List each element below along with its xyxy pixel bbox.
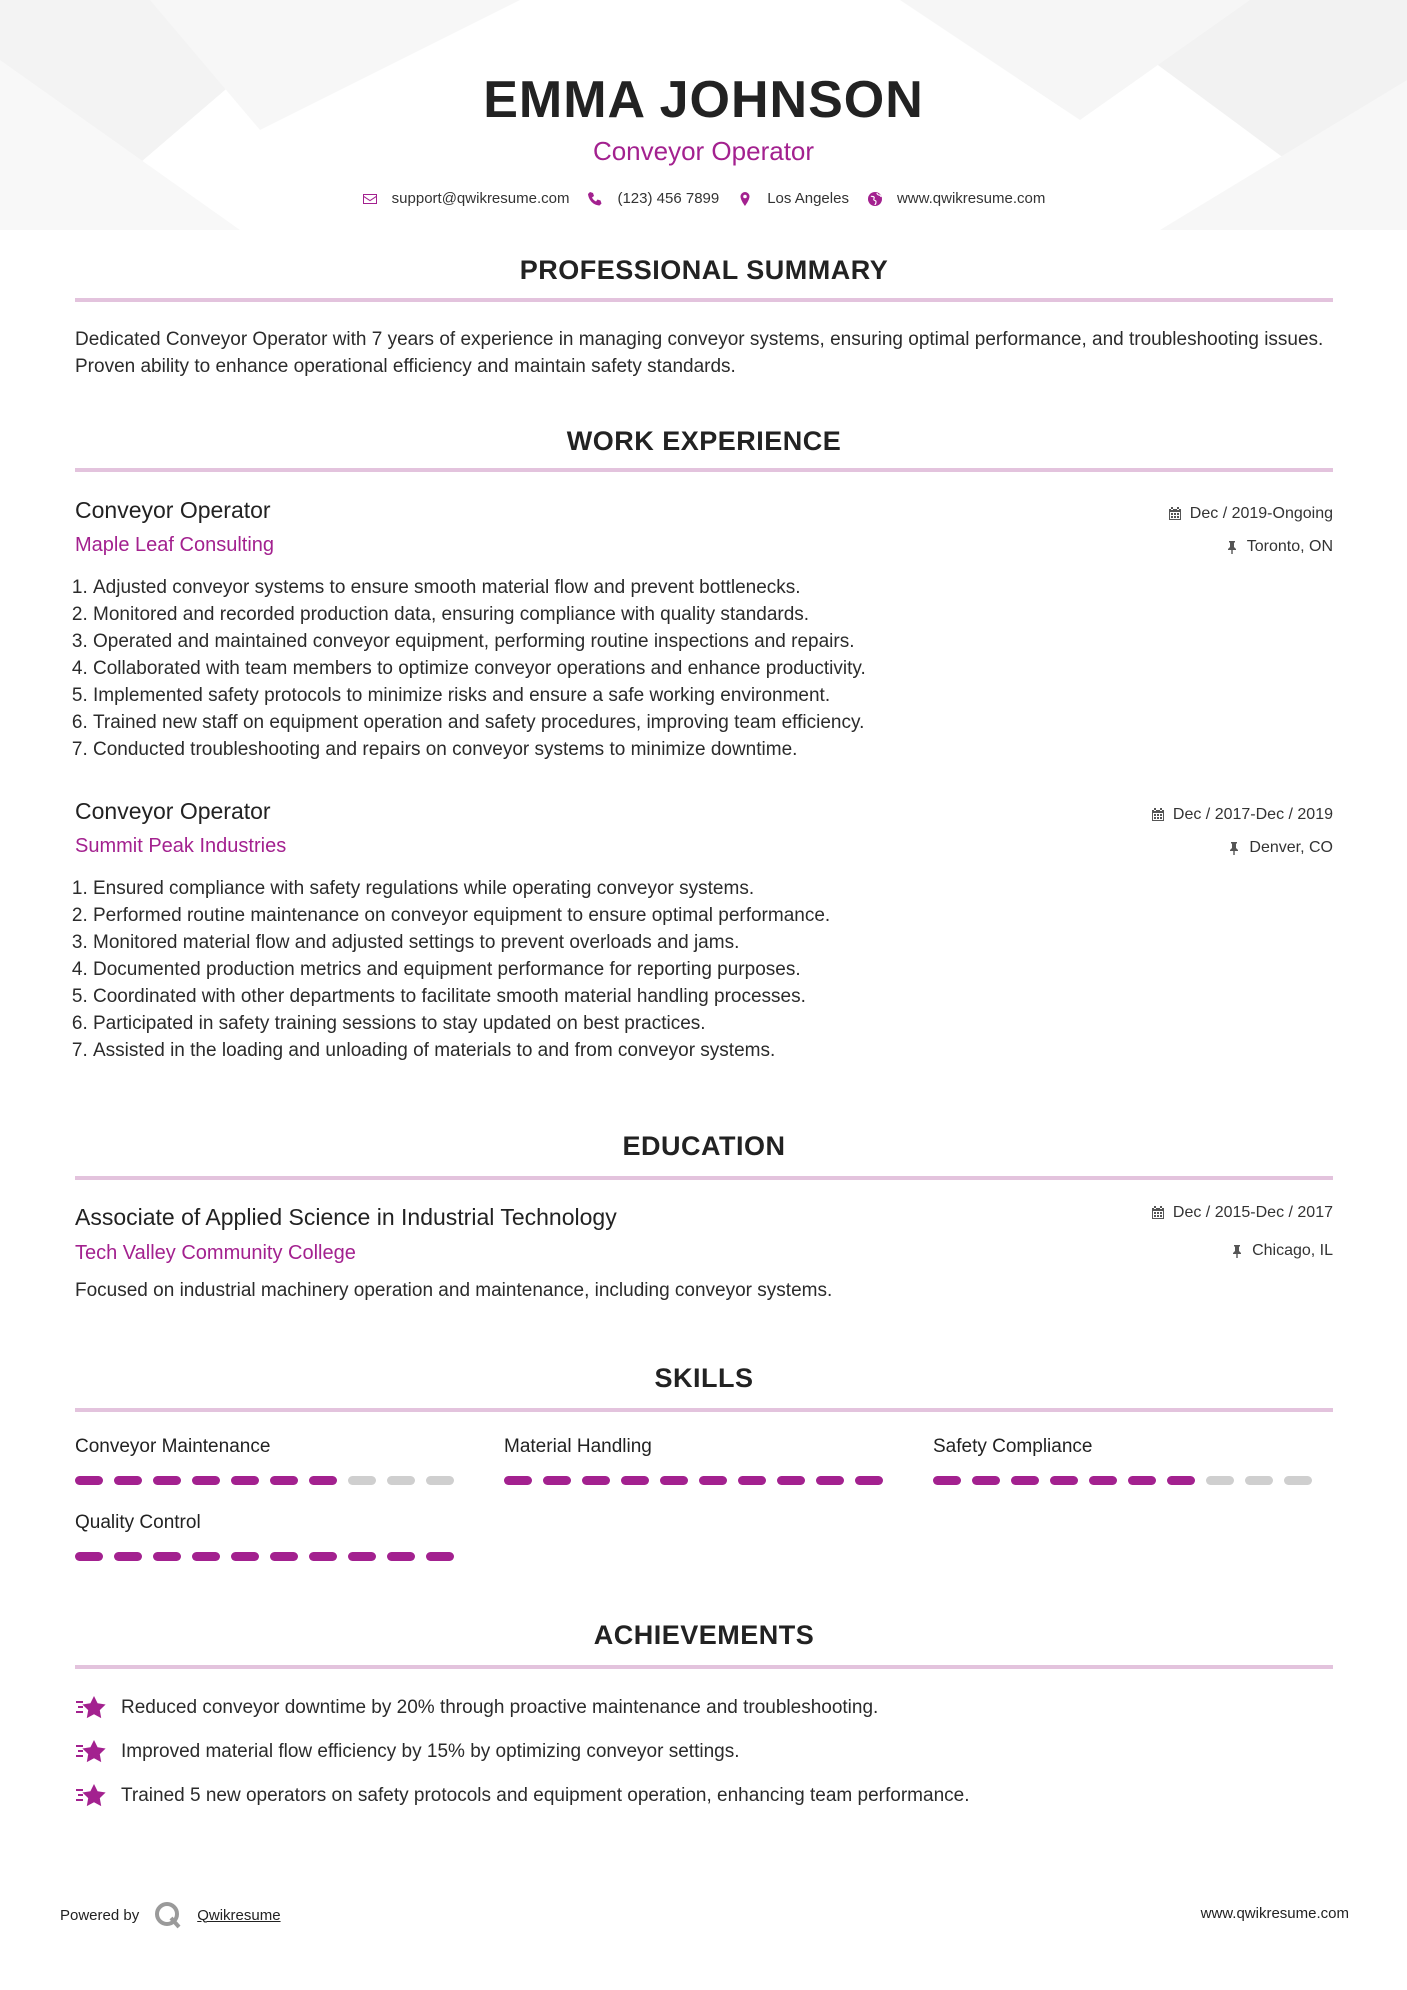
skill-name: Material Handling	[504, 1436, 652, 1457]
skill-level-dot	[699, 1476, 727, 1485]
job-2-location	[1227, 839, 1333, 857]
skill-level-dot	[582, 1476, 610, 1485]
job-1-bullets	[75, 574, 1351, 763]
contact-location	[737, 190, 849, 207]
skill-level-dot	[1284, 1476, 1312, 1485]
achievements-rule	[75, 1665, 1333, 1669]
list-item: 3. Monitored material flow and adjusted settings to prevent overloads and jams.	[93, 929, 1351, 956]
list-item: 5. Coordinated with other departments to facilitate smooth material handling processes.	[93, 983, 1351, 1010]
footer-website-link[interactable]: www.qwikresume.com	[1200, 1905, 1349, 1922]
job-2-company: Summit Peak Industries	[75, 835, 287, 857]
skill-level-dot	[660, 1476, 688, 1485]
education-location-text: Chicago, IL	[1252, 1242, 1333, 1259]
list-item: 1. Ensured compliance with safety regulations while operating conveyor systems.	[93, 875, 1351, 902]
achievement-text: Reduced conveyor downtime by 20% through proactive maintenance and troubleshooting.	[121, 1697, 879, 1718]
location-text: Los Angeles	[767, 190, 849, 207]
contact-website[interactable]	[867, 190, 1045, 207]
skill-level-dot	[738, 1476, 766, 1485]
education-heading: EDUCATION	[622, 1131, 786, 1161]
powered-by-label: Powered by	[60, 1906, 140, 1924]
skill-level-dot	[309, 1552, 337, 1561]
skill-level-dot	[114, 1552, 142, 1561]
education-degree: Associate of Applied Science in Industrial Technology	[75, 1204, 617, 1230]
skill-level-dot	[1089, 1476, 1117, 1485]
skill-name: Conveyor Maintenance	[75, 1436, 271, 1457]
globe-icon	[867, 191, 883, 207]
achievement-item	[75, 1694, 1333, 1722]
skill-level-dot	[1206, 1476, 1234, 1485]
skill-level-dot	[426, 1552, 454, 1561]
email-text: support@qwikresume.com	[391, 190, 570, 207]
footer-powered-by	[60, 1900, 281, 1930]
skill-name: Safety Compliance	[933, 1436, 1093, 1457]
star-icon	[75, 1694, 107, 1722]
job-2-location-text: Denver, CO	[1249, 839, 1333, 856]
job-1-location-text: Toronto, ON	[1246, 538, 1333, 555]
qwikresume-brand-link[interactable]: Qwikresume	[197, 1906, 281, 1924]
skill-level-dot	[192, 1476, 220, 1485]
summary-rule	[75, 298, 1333, 302]
star-icon	[75, 1738, 107, 1766]
skill-level-meter	[933, 1476, 1313, 1485]
job-1-dates-text: Dec / 2019-Ongoing	[1189, 505, 1333, 522]
contact-email[interactable]	[362, 190, 570, 207]
education-rule	[75, 1176, 1333, 1180]
job-1-company: Maple Leaf Consulting	[75, 534, 275, 556]
skill-conveyor-maintenance	[75, 1436, 455, 1485]
skill-level-dot	[387, 1552, 415, 1561]
phone-text: (123) 456 7899	[617, 190, 720, 207]
skill-level-dot	[855, 1476, 883, 1485]
envelope-icon	[362, 191, 378, 207]
website-text: www.qwikresume.com	[896, 190, 1046, 207]
skill-level-meter	[75, 1476, 455, 1485]
skill-level-dot	[426, 1476, 454, 1485]
job-2-dates	[1151, 806, 1333, 824]
achievement-item	[75, 1782, 1333, 1810]
contact-phone[interactable]	[587, 190, 719, 207]
pushpin-icon	[1227, 841, 1241, 855]
skill-level-dot	[777, 1476, 805, 1485]
skill-level-dot	[309, 1476, 337, 1485]
job-1-dates	[1168, 505, 1333, 523]
list-item: 4. Collaborated with team members to optimize conveyor operations and enhance productivity.	[93, 655, 1351, 682]
pushpin-icon	[1230, 1244, 1244, 1258]
skill-level-dot	[1128, 1476, 1156, 1485]
calendar-icon	[1151, 808, 1165, 822]
education-description: Focused on industrial machinery operation and maintenance, including conveyor systems.	[75, 1280, 833, 1301]
phone-icon	[587, 191, 603, 207]
list-item: 7. Conducted troubleshooting and repairs on conveyor systems to minimize downtime.	[93, 736, 1351, 763]
skill-level-dot	[1245, 1476, 1273, 1485]
list-item: 2. Performed routine maintenance on conveyor equipment to ensure optimal performance.	[93, 902, 1351, 929]
list-item: 4. Documented production metrics and equipment performance for reporting purposes.	[93, 956, 1351, 983]
skills-rule	[75, 1408, 1333, 1412]
summary-heading: PROFESSIONAL SUMMARY	[519, 255, 889, 285]
skill-level-dot	[621, 1476, 649, 1485]
candidate-name: EMMA JOHNSON	[483, 71, 924, 129]
achievement-item	[75, 1738, 1333, 1766]
skill-material-handling	[504, 1436, 884, 1485]
list-item: 2. Monitored and recorded production data, ensuring compliance with quality standards.	[93, 601, 1351, 628]
education-dates	[1151, 1204, 1333, 1222]
achievements-heading: ACHIEVEMENTS	[593, 1620, 815, 1650]
skill-level-meter	[504, 1476, 884, 1485]
skill-level-dot	[816, 1476, 844, 1485]
candidate-title: Conveyor Operator	[592, 136, 815, 166]
skill-level-dot	[153, 1552, 181, 1561]
skill-level-dot	[1050, 1476, 1078, 1485]
education-dates-text: Dec / 2015-Dec / 2017	[1172, 1204, 1333, 1221]
skills-heading: SKILLS	[654, 1363, 754, 1393]
skill-level-dot	[933, 1476, 961, 1485]
list-item: 5. Implemented safety protocols to minimize risks and ensure a safe working environment.	[93, 682, 1351, 709]
skill-level-dot	[75, 1552, 103, 1561]
job-2-dates-text: Dec / 2017-Dec / 2019	[1172, 806, 1333, 823]
skill-name: Quality Control	[75, 1512, 201, 1533]
star-icon	[75, 1782, 107, 1810]
skill-level-dot	[231, 1476, 259, 1485]
experience-heading: WORK EXPERIENCE	[566, 426, 842, 456]
skill-level-dot	[114, 1476, 142, 1485]
skill-level-dot	[1011, 1476, 1039, 1485]
achievement-text: Improved material flow efficiency by 15% by optimizing conveyor settings.	[121, 1741, 740, 1762]
list-item: 7. Assisted in the loading and unloading of materials to and from conveyor systems.	[93, 1037, 1351, 1064]
summary-text: Dedicated Conveyor Operator with 7 years of experience in managing conveyor systems, ensuring optimal performance, and troubleshooting issues. Proven ability to enhance operational efficiency and maintain safety standards.	[75, 329, 1324, 377]
experience-rule	[75, 468, 1333, 472]
skill-safety-compliance	[933, 1436, 1313, 1485]
contact-bar	[0, 190, 1407, 207]
job-2-title: Conveyor Operator	[75, 798, 271, 824]
skill-level-dot	[270, 1476, 298, 1485]
skill-level-dot	[387, 1476, 415, 1485]
job-1-location	[1225, 538, 1333, 556]
map-pin-icon	[737, 191, 753, 207]
skill-level-dot	[1167, 1476, 1195, 1485]
skill-level-dot	[75, 1476, 103, 1485]
skill-level-dot	[192, 1552, 220, 1561]
skill-level-dot	[348, 1476, 376, 1485]
calendar-icon	[1151, 1206, 1165, 1220]
education-location	[1230, 1242, 1333, 1260]
skill-level-dot	[231, 1552, 259, 1561]
skill-level-dot	[153, 1476, 181, 1485]
job-1-title: Conveyor Operator	[75, 497, 271, 523]
list-item: 6. Participated in safety training sessions to stay updated on best practices.	[93, 1010, 1351, 1037]
education-school: Tech Valley Community College	[75, 1242, 356, 1264]
skill-level-dot	[543, 1476, 571, 1485]
job-2-bullets	[75, 875, 1351, 1064]
achievement-text: Trained 5 new operators on safety protocols and equipment operation, enhancing team performance.	[121, 1785, 970, 1806]
list-item: 6. Trained new staff on equipment operation and safety procedures, improving team efficiency.	[93, 709, 1351, 736]
skill-level-dot	[504, 1476, 532, 1485]
qwikresume-logo-icon	[153, 1900, 183, 1930]
list-item: 1. Adjusted conveyor systems to ensure smooth material flow and prevent bottlenecks.	[93, 574, 1351, 601]
pushpin-icon	[1225, 540, 1239, 554]
skill-level-dot	[270, 1552, 298, 1561]
skill-quality-control	[75, 1512, 455, 1561]
list-item: 3. Operated and maintained conveyor equipment, performing routine inspections and repairs.	[93, 628, 1351, 655]
skill-level-dot	[348, 1552, 376, 1561]
skill-level-dot	[972, 1476, 1000, 1485]
calendar-icon	[1168, 507, 1182, 521]
skill-level-meter	[75, 1552, 455, 1561]
